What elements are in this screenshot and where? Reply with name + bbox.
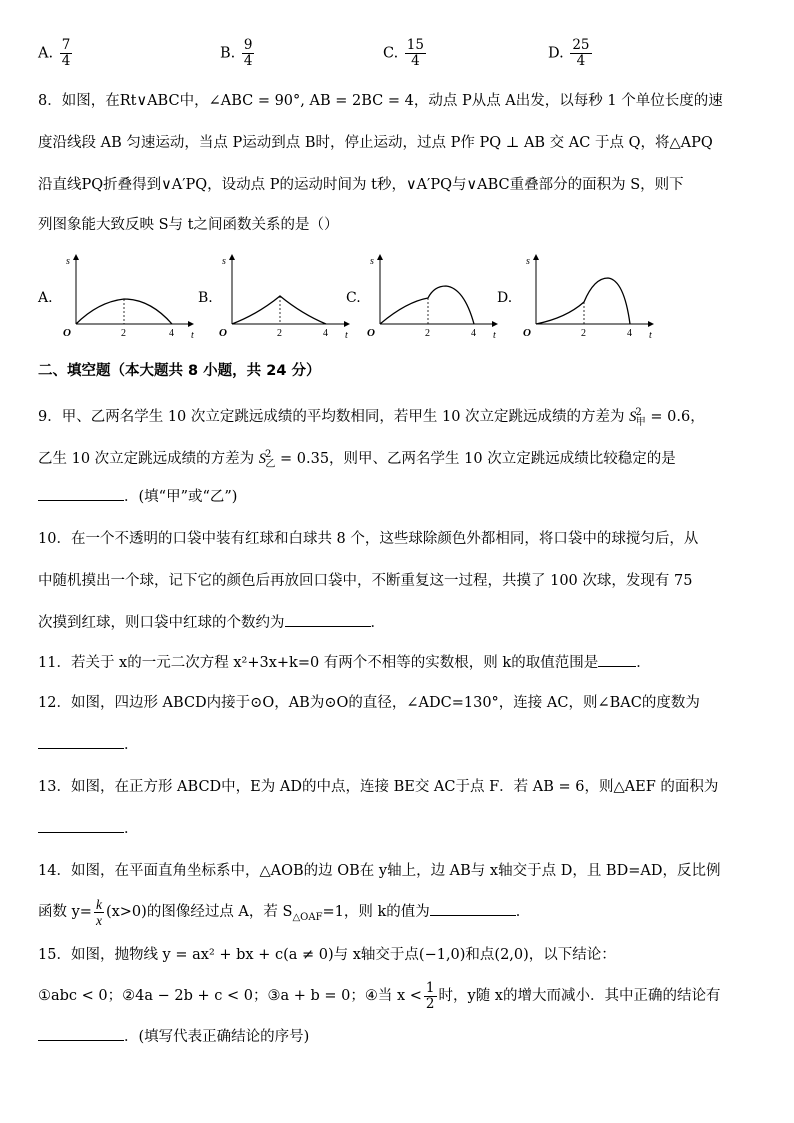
q10-line-1: 10．在一个不透明的口袋中装有红球和白球共 8 个，这些球除颜色外都相同，将口袋中的球搅匀后，从 (38, 531, 699, 547)
q14-line-2: 函数 y= $\frac{k}{x}$ (x>0)的图像经过点 A，若 $S_{\triangle OAF}=1$，则 k的值为 ． (38, 896, 531, 928)
axis-t: t (493, 330, 496, 340)
q7-option-c: C. $\frac{15}{4}$ (383, 37, 424, 69)
origin: O (219, 327, 227, 339)
fraction: $\frac{k}{x}$ (95, 896, 102, 928)
tick-2: 2 (121, 328, 126, 339)
answer-blank[interactable] (598, 652, 636, 667)
q8-line-2: 度沿线段 AB 匀速运动，当点 P运动到点 B时，停止运动，过点 P作 PQ ⊥ AB 交 AC 于点 Q，将△APQ (38, 135, 713, 151)
q8-line-4: 列图象能大致反映 S与 t之间函数关系的是（） (38, 217, 339, 233)
tick-4: 4 (471, 328, 476, 339)
q7-option-d: D. $\frac{25}{4}$ (548, 37, 590, 69)
fraction: $\frac{25}{4}$ (572, 37, 590, 69)
answer-blank[interactable] (38, 1026, 124, 1041)
graph-b-label: B. (198, 290, 213, 306)
graph-b (214, 252, 354, 340)
graph-d (518, 252, 658, 340)
axis-s: s (66, 256, 70, 267)
answer-blank[interactable] (430, 901, 516, 916)
origin: O (523, 327, 531, 339)
q12-line-1: 12．如图，四边形 ABCD内接于⊙O，AB为⊙O的直径，∠ADC=130°，连接 AC，则∠BAC的度数为 (38, 695, 700, 711)
q13-line-2: ． (38, 818, 758, 840)
q11-line: 11．若关于 x的一元二次方程 x²+3x+k=0 有两个不相等的实数根，则 k的取值范围是 ． (38, 652, 758, 674)
q15-line-1: 15．如图，抛物线 y = ax² + bx + c(a ≠ 0)与 x轴交于点(−1,0)和点(2,0)，以下结论： (38, 947, 616, 963)
q12-line-2: ． (38, 734, 758, 756)
tick-2: 2 (425, 328, 430, 339)
fraction: $\frac{1}{2}$ (425, 979, 435, 1012)
q10-line-3: 次摸到红球，则口袋中红球的个数约为 ． (38, 612, 758, 634)
axis-s: s (222, 256, 226, 267)
answer-blank[interactable] (285, 612, 371, 627)
q7-option-b: B. $\frac{9}{4}$ (220, 37, 253, 69)
q8-line-1: 8．如图，在Rt∨ABC中，∠ABC = 90°, AB = 2BC = 4，动点 P从点 A出发，以每秒 1 个单位长度的速 (38, 93, 723, 109)
origin: O (367, 327, 375, 339)
q10-line-2: 中随机摸出一个球，记下它的颜色后再放回口袋中，不断重复这一过程，共摸了 100 次球，发现有 75 (38, 573, 693, 589)
q13-line-1: 13．如图，在正方形 ABCD中，E为 AD的中点，连接 BE交 AC于点 F．若 AB = 6，则△AEF 的面积为 (38, 779, 719, 795)
section-heading: 二、填空题（本大题共 8 小题，共 24 分） (38, 363, 321, 379)
axis-t: t (649, 330, 652, 340)
tick-2: 2 (581, 328, 586, 339)
graph-a (58, 252, 198, 340)
q8-line-3: 沿直线PQ折叠得到∨A′PQ，设动点 P的运动时间为 t秒，∨A′PQ与∨ABC重叠部分的面积为 S，则下 (38, 177, 684, 193)
q14-line-1: 14．如图，在平面直角坐标系中，△AOB的边 OB在 y轴上，边 AB与 x轴交于点 D，且 BD=AD，反比例 (38, 863, 721, 879)
axis-t: t (345, 330, 348, 340)
q15-line-2: ①abc < 0；②4a − 2b + c < 0；③a + b = 0；④当 x < $\frac{1}{2}$ 时，y随 x的增大而减小．其中正确的结论有 (38, 979, 721, 1012)
axis-s: s (370, 256, 374, 267)
tick-2: 2 (277, 328, 282, 339)
q9-line-1: 9．甲、乙两名学生 10 次立定跳远成绩的平均数相同，若甲生 10 次立定跳远成绩的方差为 $S^2_甲 = 0.6$， (38, 407, 705, 428)
answer-blank[interactable] (38, 734, 124, 749)
q9-line-3: ．(填“甲”或“乙”) (38, 486, 758, 508)
q15-line-3: ．(填写代表正确结论的序号) (38, 1026, 758, 1048)
tick-4: 4 (169, 328, 174, 339)
answer-blank[interactable] (38, 818, 124, 833)
q7-option-a: A. $\frac{7}{4}$ (38, 37, 71, 69)
axis-s: s (526, 256, 530, 267)
graph-c-label: C. (346, 290, 361, 306)
fraction: $\frac{9}{4}$ (243, 37, 253, 69)
graph-d-label: D. (497, 290, 513, 306)
answer-blank[interactable] (38, 486, 124, 501)
q9-line-2: 乙生 10 次立定跳远成绩的方差为 $S^2_乙 = 0.35$，则甲、乙两名学生 10 次立定跳远成绩比较稳定的是 (38, 449, 676, 470)
axis-t: t (191, 330, 194, 340)
graph-a-label: A. (38, 290, 53, 306)
tick-4: 4 (323, 328, 328, 339)
graph-c (362, 252, 502, 340)
tick-4: 4 (627, 328, 632, 339)
fraction: $\frac{15}{4}$ (406, 37, 424, 69)
fraction: $\frac{7}{4}$ (61, 37, 71, 69)
origin: O (63, 327, 71, 339)
